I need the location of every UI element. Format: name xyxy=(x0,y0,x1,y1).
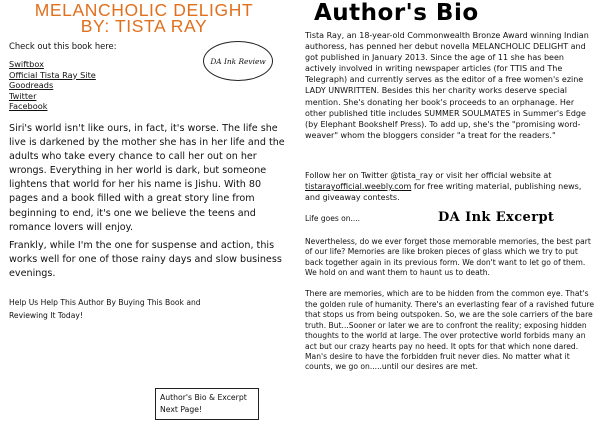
life-goes-on-text: Life goes on.... xyxy=(305,214,361,223)
next-page-line-1: Author's Bio & Excerpt xyxy=(160,393,247,402)
help-line-2: Reviewing It Today! xyxy=(9,310,83,320)
next-page-line-2: Next Page! xyxy=(160,405,203,414)
link-swiftbox[interactable]: Swiftbox xyxy=(9,59,44,69)
link-goodreads[interactable]: Goodreads xyxy=(9,80,54,91)
link-official-site[interactable]: Official Tista Ray Site xyxy=(9,69,96,80)
next-page-box xyxy=(155,388,259,420)
book-title-line1: MELANCHOLIC DELIGHT xyxy=(34,0,254,20)
help-author-note xyxy=(9,297,219,322)
excerpt-paragraph-1: Nevertheless, do we ever forget those memorable memories, the best part of our life? Memories are like broken pieces of glass which we try to put back together again in its previous form. We don't want to let go of them. We hold on and want them to haunt us to death. xyxy=(305,237,591,278)
excerpt-body xyxy=(305,237,597,383)
follow-text-after: for free writing material, publishing news, and giveaway contests. xyxy=(305,182,582,203)
book-title-line2: BY: TISTA RAY xyxy=(80,16,208,36)
review-paragraph-1: Siri's world isn't like ours, in fact, it's worse. The life she live is darkened by the mother she has in her life and the adults who take every chance to call her out on her wrongs. Everything in her world is dark, but someone lightens that world for her his name is Jishu. With 80 pages and a book filled with a great story line from beginning to end, it's one we believe the teens and romance lovers will enjoy. xyxy=(9,123,285,233)
official-website-link[interactable]: tistarayofficial.weebly.com xyxy=(305,182,412,192)
review-stamp xyxy=(203,41,273,81)
follow-text-before: Follow her on Twitter @tista_ray or visit her official website at xyxy=(305,171,552,180)
checkout-label: Check out this book here: xyxy=(9,41,117,51)
excerpt-paragraph-2: There are memories, which are to be hidden from the common eye. That's the golden rule of humanity. There's an everlasting fear of a ravished future that stops us from being outspoken. So, we are the sole carriers of the bare truth. But...Sooner or later we are to confront the reality; exposing hidden thoughts to the world at large. The over protective world forbids many an act but our crazy hearts pay no heed. It opts for that which none dared. Man's desire to have the forbidden fruit never dies. No matter what it counts, we go on.....until our desires are met. xyxy=(305,289,595,372)
book-links xyxy=(9,59,96,112)
review-stamp-text: DA Ink Review xyxy=(210,56,266,66)
bio-heading: Author's Bio xyxy=(314,0,479,26)
excerpt-heading: DA Ink Excerpt xyxy=(438,210,555,225)
help-line-1: Help Us Help This Author By Buying This Book and xyxy=(9,298,201,307)
link-twitter[interactable]: Twitter xyxy=(9,90,37,101)
bio-paragraph: Tista Ray, an 18-year-old Commonwealth Bronze Award winning Indian authoress, has penned her debut novella MELANCHOLIC DELIGHT and got published in January 2013. Since the age of 11 she has been actively involved in writing newspaper articles (for TTIS and The Telegraph) and currently serves as the editor of a free women's ezine LADY UNWRITTEN. Besides this her charity works deserve special mention. She's donating her book's proceeds to an orphanage. Her other published title includes SUMMER SOULMATES in Summer's Edge (by Elephant Bookshelf Press). To add up, she's the "promising word-weaver" whom the bloggers consider "a treat for the readers." xyxy=(305,31,589,140)
link-facebook[interactable]: Facebook xyxy=(9,101,48,112)
book-title xyxy=(10,2,278,34)
review-paragraph-2: Frankly, while I'm the one for suspense and action, this works well for one of those rainy days and slow business evenings. xyxy=(9,240,282,280)
follow-paragraph xyxy=(305,170,595,203)
